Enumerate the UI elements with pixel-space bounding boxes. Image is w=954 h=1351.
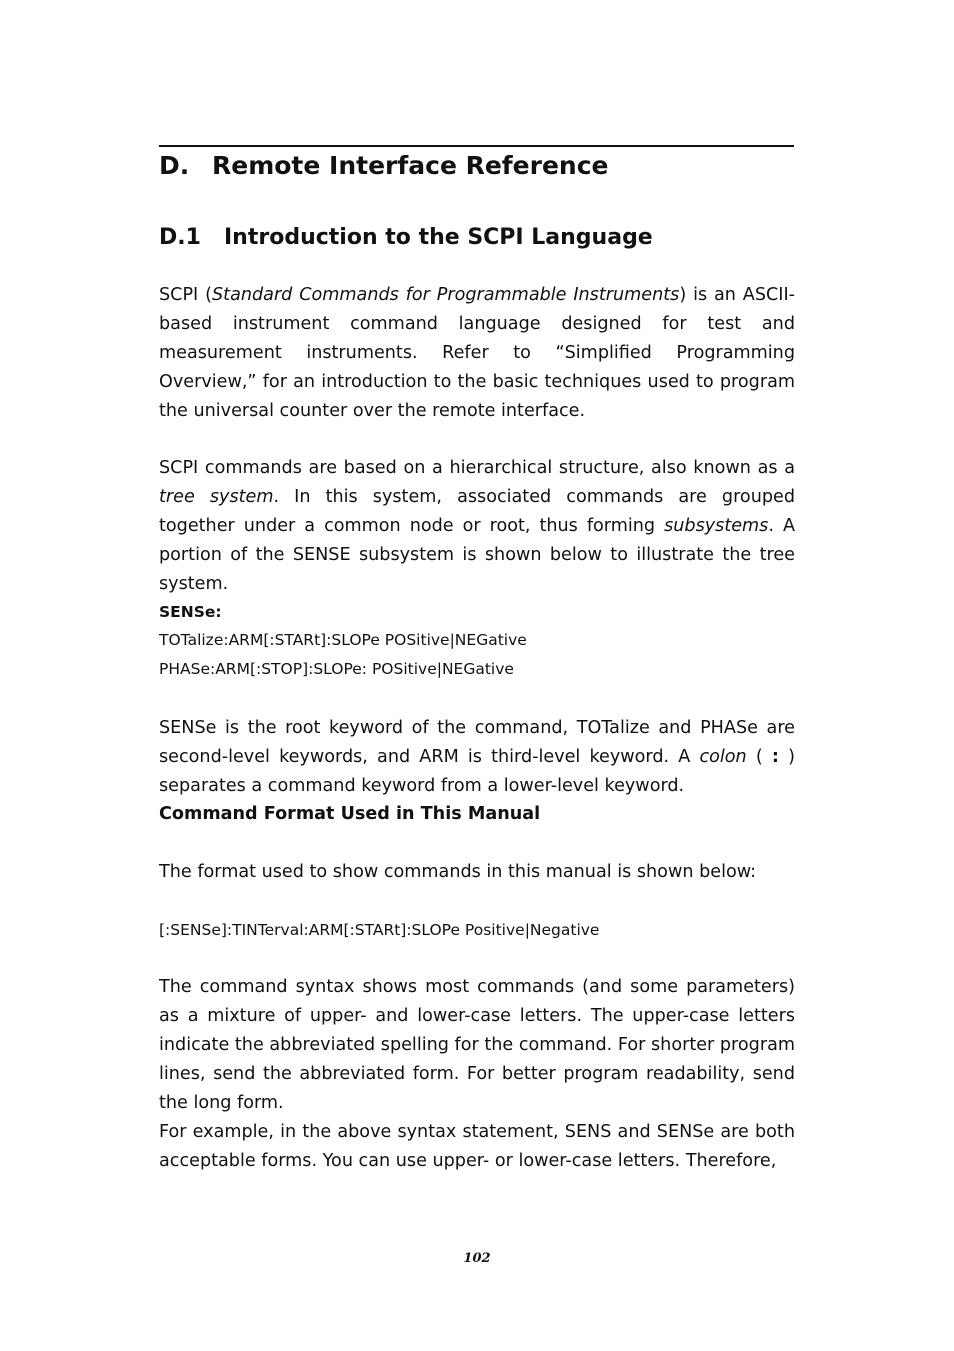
section-heading bbox=[159, 149, 799, 183]
tree-paragraph: SCPI commands are based on a hierarchical structure, also known as a tree system. In this system, associated commands are grouped together under a common node or root, thus forming subsystems. A portion of the SENSE subsystem is shown below to illustrate the tree system. bbox=[159, 458, 795, 594]
subsection-heading bbox=[159, 222, 799, 254]
example-paragraph: For example, in the above syntax statement, SENS and SENSe are both acceptable forms. You can use upper- or lower-case letters. Therefore, bbox=[159, 1122, 795, 1171]
example-line-2: PHASe:ARM[:STOP]:SLOPe: POSitive|NEGative bbox=[159, 660, 514, 678]
intro-paragraph: SCPI (Standard Commands for Programmable Instruments) is an ASCII-based instrument command language designed for test and measurement instruments. Refer to “Simplified Programming Overview,” for an introduction to the basic techniques used to program the universal counter over the remote interface. bbox=[159, 285, 796, 421]
section-title: Remote Interface Reference bbox=[212, 151, 609, 180]
example-line-1: TOTalize:ARM[:STARt]:SLOPe POSitive|NEGative bbox=[159, 631, 527, 649]
section-rule bbox=[159, 145, 794, 147]
example-label: SENSe: bbox=[159, 603, 222, 621]
keyword-paragraph: SENSe is the root keyword of the command, TOTalize and PHASe are second-level keywords, and ARM is third-level keyword. A colon ( : ) separates a command keyword from a lower-level keyword. bbox=[159, 718, 795, 796]
page-number: 102 bbox=[463, 1251, 491, 1266]
syntax-example: [:SENSe]:TINTerval:ARM[:STARt]:SLOPe Positive|Negative bbox=[159, 921, 600, 939]
format-paragraph: The format used to show commands in this manual is shown below: bbox=[159, 862, 757, 882]
format-heading: Command Format Used in This Manual bbox=[159, 804, 541, 824]
syntax-paragraph: The command syntax shows most commands (and some parameters) as a mixture of upper- and lower-case letters. The upper-case letters indicate the abbreviated spelling for the command. For shorter program lines, send the abbreviated form. For better program readability, send the long form. bbox=[159, 977, 795, 1113]
subsection-number: D.1 bbox=[159, 225, 201, 250]
subsection-title: Introduction to the SCPI Language bbox=[224, 225, 653, 250]
section-number: D. bbox=[159, 151, 190, 180]
